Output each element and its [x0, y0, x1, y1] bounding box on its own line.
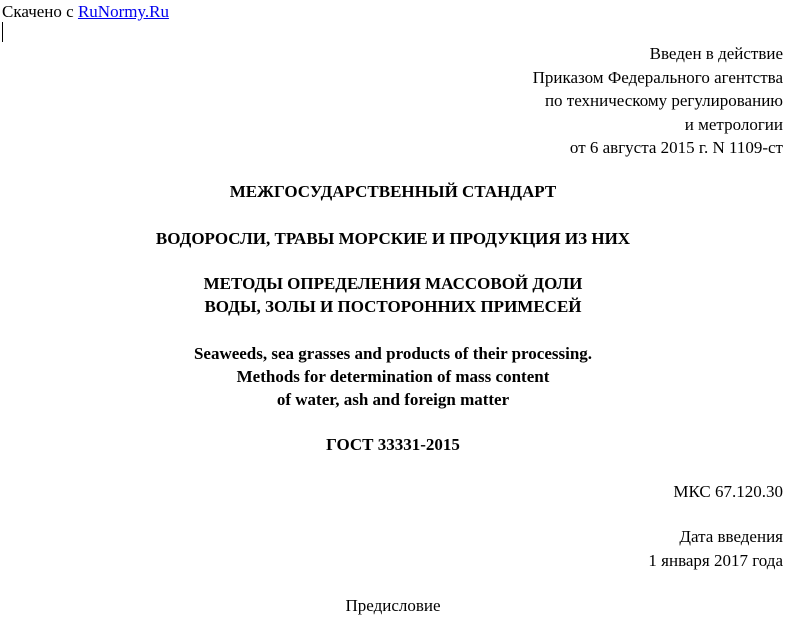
- methods-heading-line: МЕТОДЫ ОПРЕДЕЛЕНИЯ МАССОВОЙ ДОЛИ: [203, 274, 583, 293]
- enactment-line: Введен в действие: [649, 44, 783, 63]
- enactment-line: по техническому регулированию: [544, 91, 783, 110]
- effective-date-block: [648, 525, 783, 572]
- enactment-line: от 6 августа 2015 г. N 1109-ст: [569, 138, 783, 157]
- product-heading: ВОДОРОСЛИ, ТРАВЫ МОРСКИЕ И ПРОДУКЦИЯ ИЗ НИХ: [155, 229, 631, 248]
- effective-date-value: 1 января 2017 года: [648, 550, 783, 570]
- enactment-line: и метрологии: [684, 114, 783, 134]
- effective-date-label: Дата введения: [679, 527, 783, 546]
- english-title-line: of water, ash and foreign matter: [276, 390, 510, 409]
- english-title: [0, 342, 786, 411]
- methods-heading-line: ВОДЫ, ЗОЛЫ И ПОСТОРОННИХ ПРИМЕСЕЙ: [204, 297, 582, 316]
- english-title-line: Seaweeds, sea grasses and products of their processing.: [193, 344, 593, 363]
- source-line: [2, 0, 169, 23]
- gost-number: ГОСТ 33331-2015: [326, 435, 460, 454]
- preface-heading: Предисловие: [345, 596, 441, 615]
- text-cursor: [2, 22, 3, 42]
- english-title-line: Methods for determination of mass content: [236, 367, 550, 386]
- source-prefix: Скачено с: [2, 2, 78, 21]
- enactment-block: [533, 42, 783, 160]
- source-link[interactable]: RuNormy.Ru: [77, 2, 169, 21]
- mks-code: МКС 67.120.30: [673, 482, 783, 501]
- enactment-line: Приказом Федерального агентства: [532, 67, 783, 87]
- standard-type-heading: МЕЖГОСУДАРСТВЕННЫЙ СТАНДАРТ: [229, 182, 557, 201]
- methods-heading: [0, 272, 786, 318]
